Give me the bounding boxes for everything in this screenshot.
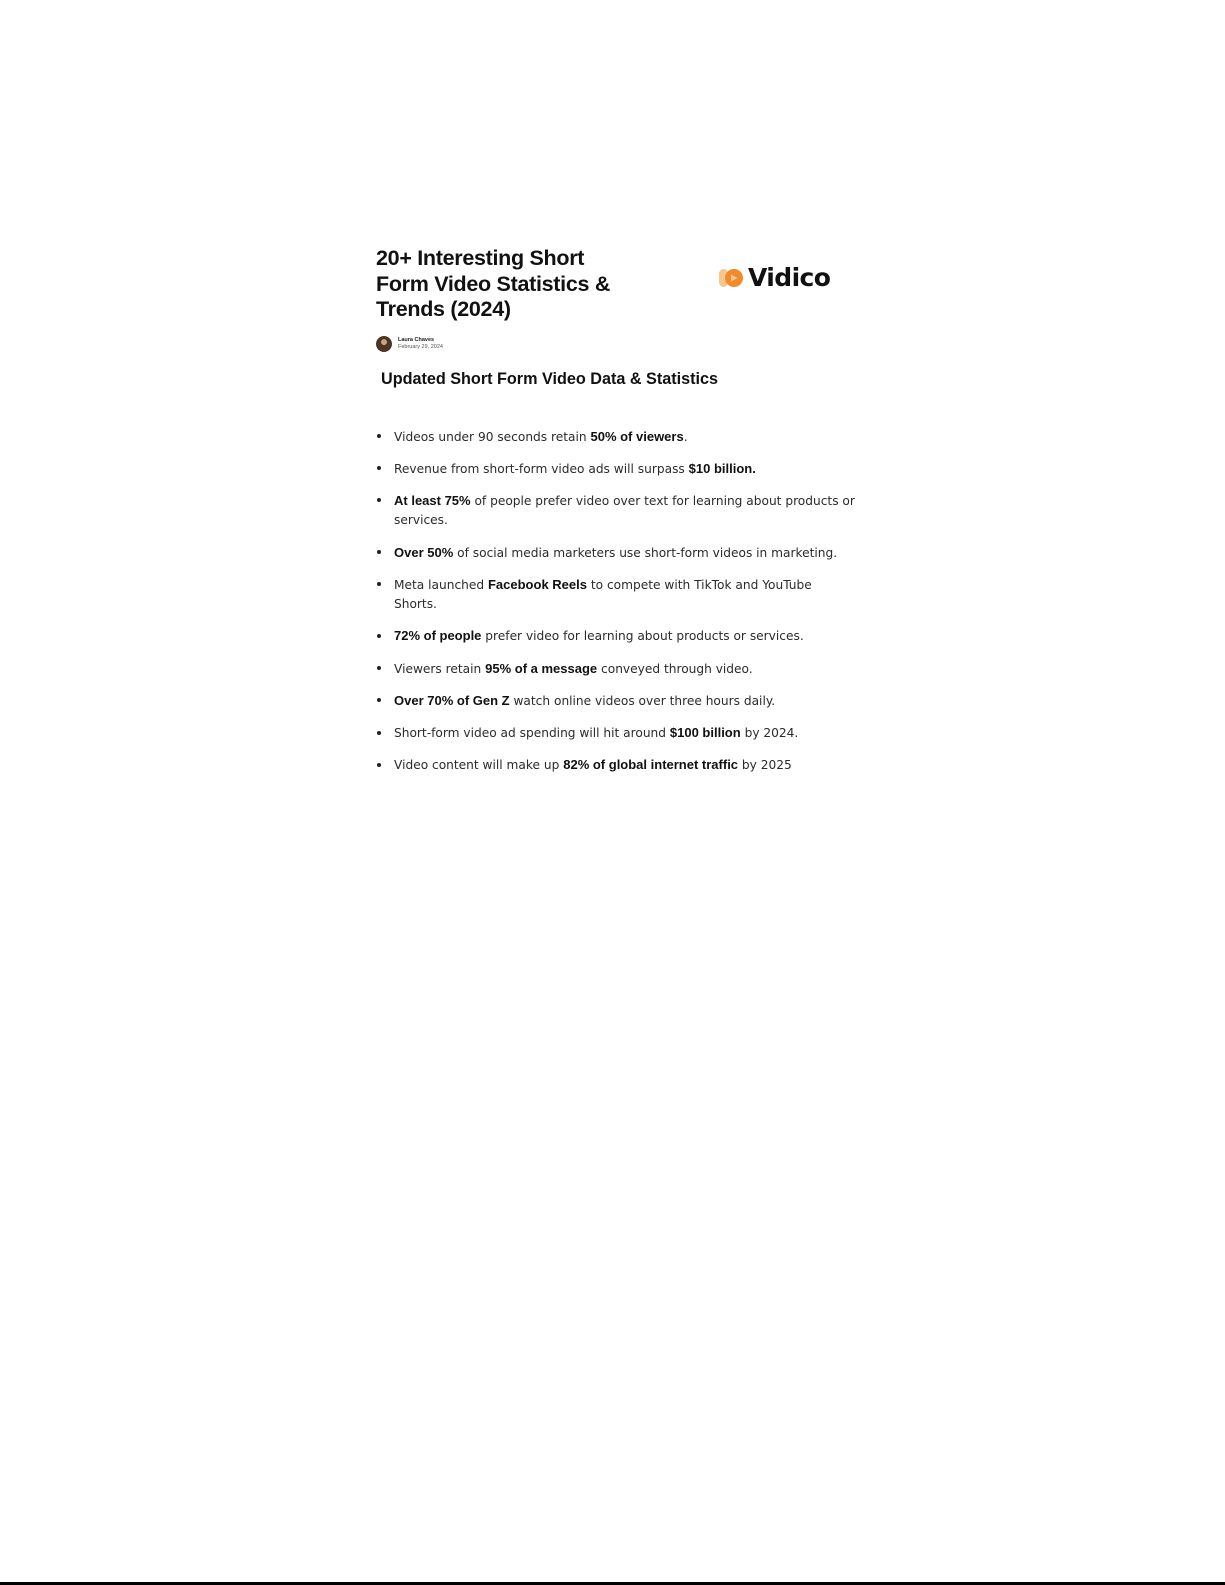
bullet-icon [377, 550, 381, 554]
stat-item [376, 755, 856, 776]
stat-item [376, 626, 856, 647]
byline [376, 336, 856, 352]
article-title: 20+ Interesting Short Form Video Statistics & Trends (2024) [376, 246, 611, 321]
stat-highlight: $10 billion. [688, 460, 756, 476]
stat-text: conveyed through video. [597, 661, 753, 676]
stat-text: of people prefer video over text for learning about products or services. [394, 493, 855, 528]
author-avatar [376, 336, 392, 352]
stat-item [376, 427, 856, 448]
stats-list [376, 427, 856, 776]
vidico-logo-icon [718, 268, 744, 288]
brand-logo [718, 263, 830, 293]
stat-text: Revenue from short-form video ads will surpass [394, 461, 689, 476]
bullet-icon [377, 666, 381, 670]
brand-name: Vidico [748, 263, 831, 292]
stat-item [376, 459, 856, 480]
stat-text: Viewers retain [394, 661, 486, 676]
bullet-icon [377, 731, 381, 735]
stat-text: of social media marketers use short-form videos in marketing. [453, 545, 838, 560]
stat-highlight: 82% of global internet traffic [563, 757, 739, 773]
stat-text: Short-form video ad spending will hit around [394, 726, 670, 740]
bullet-icon [377, 634, 381, 638]
stat-highlight: At least 75% [394, 492, 471, 508]
byline-text [398, 337, 443, 351]
stat-item [376, 543, 856, 564]
stat-item [376, 659, 856, 680]
bullet-icon [377, 582, 381, 586]
section-title: Updated Short Form Video Data & Statistics [381, 369, 718, 388]
bullet-icon [377, 763, 381, 767]
stat-text: by 2025 [738, 758, 792, 773]
stat-text: to compete with TikTok and YouTube Shorts. [394, 577, 812, 612]
stat-highlight: Over 70% of Gen Z [394, 692, 510, 708]
stat-item [376, 491, 856, 531]
stat-item [376, 723, 856, 744]
stat-highlight: $100 billion [669, 725, 741, 740]
stat-highlight: 50% of viewers [590, 428, 684, 444]
stat-item [376, 575, 856, 615]
stat-highlight: Over 50% [394, 544, 454, 560]
stat-text: Video content will make up [394, 758, 564, 773]
stat-text: watch online videos over three hours daily. [509, 693, 776, 708]
bullet-icon [377, 434, 381, 438]
author-name: Laura Chaves [398, 336, 435, 343]
bullet-icon [377, 466, 381, 470]
bullet-icon [377, 498, 381, 502]
stat-highlight: 95% of a message [485, 660, 598, 676]
stat-highlight: Facebook Reels [487, 576, 587, 592]
stat-text: . [683, 429, 688, 444]
stat-text: prefer video for learning about products or services. [481, 629, 804, 644]
stat-text: Videos under 90 seconds retain [394, 429, 591, 444]
bullet-icon [377, 698, 381, 702]
stat-text: Meta launched [394, 577, 488, 592]
publish-date: February 29, 2024 [398, 343, 443, 350]
stat-highlight: 72% of people [394, 628, 482, 644]
article [376, 246, 856, 787]
stat-text: by 2024. [740, 726, 799, 740]
stat-item [376, 691, 856, 712]
